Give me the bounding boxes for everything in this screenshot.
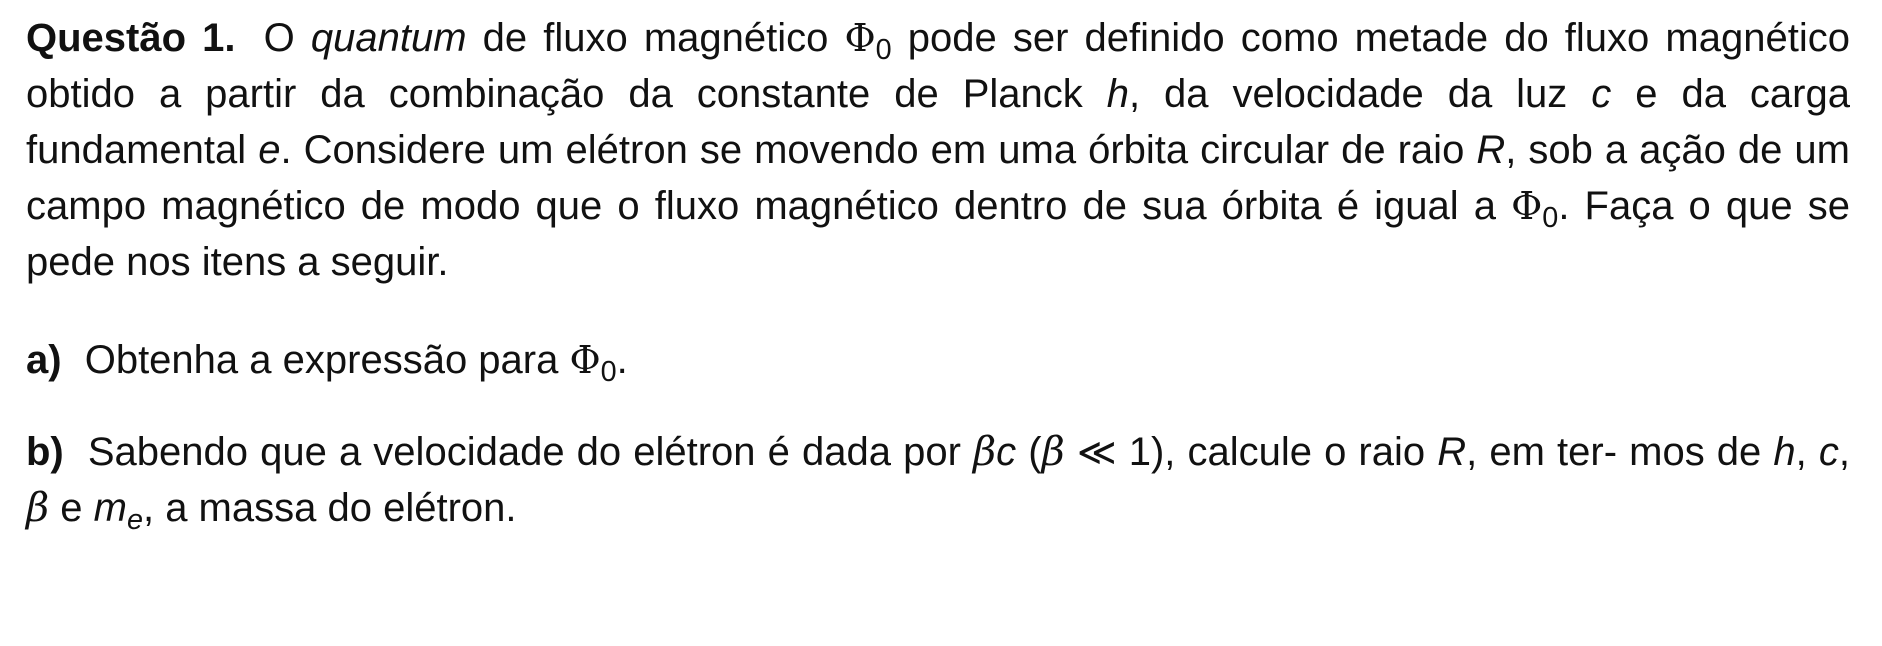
radius-R: R bbox=[1476, 128, 1506, 172]
question-label: Questão 1. bbox=[26, 16, 236, 60]
intro-text-2: de fluxo magnético bbox=[482, 16, 829, 60]
question-page bbox=[26, 10, 1850, 536]
intro-text-3: pode ser definido como metade do fluxo magnético obtido a partir da combinação da constante de Planck bbox=[26, 16, 1850, 116]
question-statement bbox=[26, 10, 1850, 290]
comma: , bbox=[1795, 430, 1807, 474]
item-b-c: c bbox=[996, 430, 1017, 474]
electron-mass: $m_e$ bbox=[93, 486, 143, 537]
much-less-symbol: ≪ bbox=[1076, 430, 1117, 474]
phi-symbol: $\Phi_0$ bbox=[844, 16, 892, 67]
beta-symbol-2: β bbox=[1041, 429, 1065, 475]
intro-text-5: e da carga fundamental bbox=[26, 72, 1850, 172]
item-b-text-5: e bbox=[60, 486, 83, 530]
intro-text-6: . Considere um elétron se movendo em uma órbita circular de raio bbox=[280, 128, 1465, 172]
item-b-text-2: 1), calcule o raio bbox=[1128, 430, 1426, 474]
beta-symbol-3: β bbox=[26, 485, 50, 531]
intro-text-8: . Faça o que se pede nos itens a seguir. bbox=[26, 184, 1850, 284]
item-b-label: b) bbox=[26, 430, 64, 474]
intro-quantum: quantum bbox=[310, 16, 467, 60]
item-b-text-1: Sabendo que a velocidade do elétron é dada por bbox=[87, 430, 961, 474]
item-b-R: R bbox=[1437, 430, 1467, 474]
intro-text-1: O bbox=[263, 16, 295, 60]
item-b-c2: c bbox=[1818, 430, 1839, 474]
charge-e: e bbox=[258, 128, 281, 172]
item-b-h: h bbox=[1773, 430, 1796, 474]
item-b-text-3: , em ter- bbox=[1466, 430, 1618, 474]
intro-text-4: , da velocidade da luz bbox=[1128, 72, 1568, 116]
intro-text-7: , sob a ação de um campo magnético de modo que o fluxo magnético dentro de sua órbita é igual a bbox=[26, 128, 1850, 228]
planck-h: h bbox=[1106, 72, 1129, 116]
item-b-text-4: mos de bbox=[1629, 430, 1762, 474]
open-paren: ( bbox=[1028, 430, 1042, 474]
light-c: c bbox=[1591, 72, 1612, 116]
item-a-phi: $\Phi_0$ bbox=[569, 338, 617, 389]
item-b-text-6: , a massa do elétron. bbox=[142, 486, 517, 530]
item-a-label: a) bbox=[26, 338, 62, 382]
phi-symbol-2: $\Phi_0$ bbox=[1511, 184, 1559, 235]
comma: , bbox=[1838, 430, 1851, 474]
item-a-text: Obtenha a expressão para bbox=[84, 338, 559, 382]
item-b bbox=[26, 424, 1850, 536]
item-a bbox=[26, 332, 1850, 388]
item-a-period: . bbox=[616, 338, 628, 382]
beta-symbol: β bbox=[973, 429, 997, 475]
